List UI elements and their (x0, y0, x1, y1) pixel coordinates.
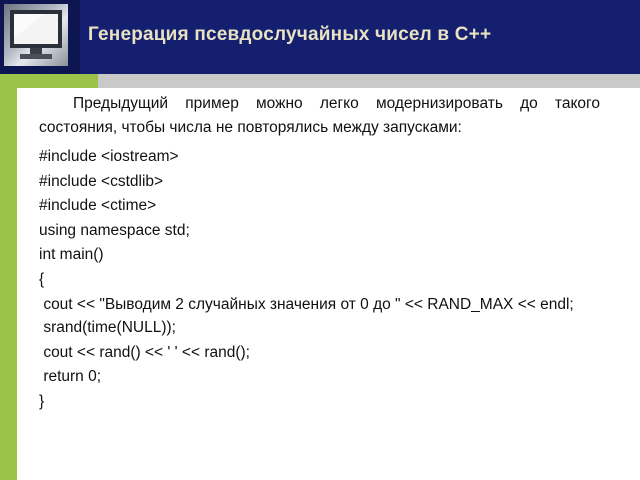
code-line: cout << "Выводим 2 случайных значения от 0 до " << RAND_MAX << endl; (39, 296, 574, 313)
intro-paragraph: Предыдущий пример можно легко модернизировать до такого состояния, чтобы числа не повторялись между запусками: (39, 95, 600, 136)
code-line: srand(time(NULL)); (39, 319, 176, 336)
slide-title: Генерация псевдослучайных чисел в С++ (88, 24, 492, 45)
code-line: } (39, 392, 45, 410)
code-line: { (39, 270, 45, 288)
code-line: #include <cstdlib> (39, 172, 164, 190)
code-line: #include <ctime> (39, 197, 157, 214)
slide-header (0, 0, 640, 74)
computer-monitor-icon (4, 4, 68, 66)
code-listing (39, 145, 600, 414)
logo-block (0, 0, 80, 74)
accent-bar-vertical (0, 74, 17, 480)
code-line: using namespace std; (39, 221, 190, 239)
slide-body (39, 92, 600, 414)
code-line: int main() (39, 246, 104, 263)
code-line: #include <iostream> (39, 148, 179, 165)
code-line: cout << rand() << ' ' << rand(); (39, 343, 250, 361)
code-line: return 0; (39, 368, 102, 385)
